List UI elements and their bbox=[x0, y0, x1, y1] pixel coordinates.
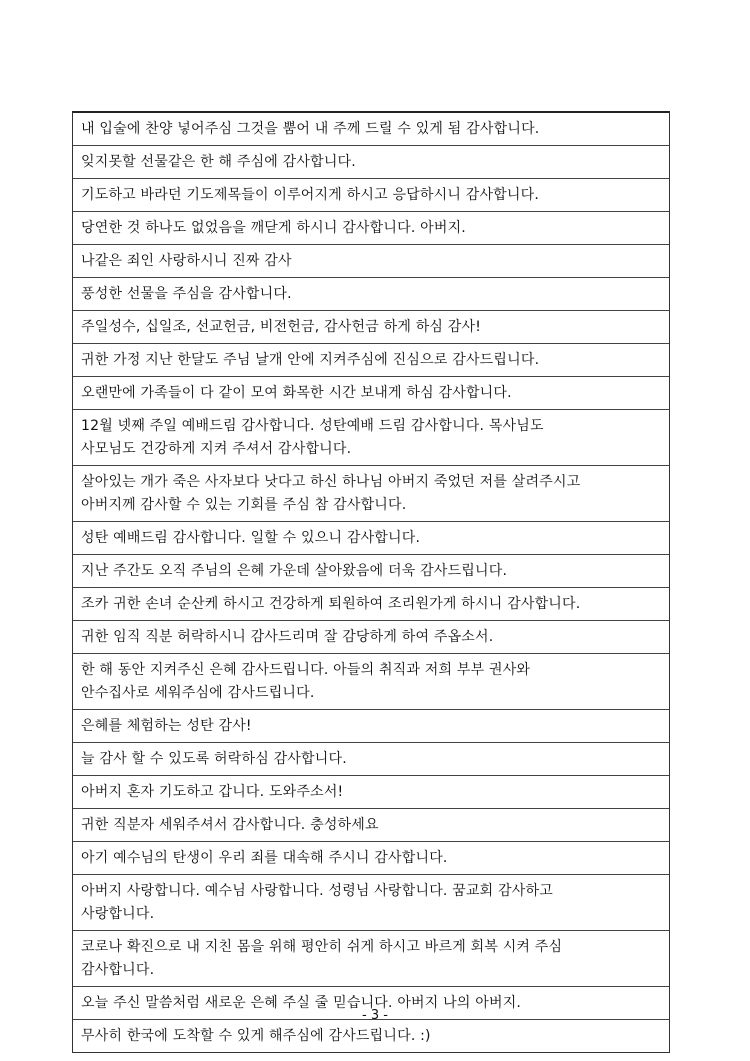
table-row: 기도하고 바라던 기도제목들이 이루어지게 하시고 응답하시니 감사합니다. bbox=[73, 179, 669, 212]
table-row: 오랜만에 가족들이 다 같이 모여 화목한 시간 보내게 하심 감사합니다. bbox=[73, 377, 669, 410]
table-row: 조카 귀한 손녀 순산케 하시고 건강하게 퇴원하여 조리원가게 하시니 감사합니다. bbox=[73, 588, 669, 621]
table-row: 귀한 임직 직분 허락하시니 감사드리며 잘 감당하게 하여 주옵소서. bbox=[73, 621, 669, 654]
table-row: 아기 예수님의 탄생이 우리 죄를 대속해 주시니 감사합니다. bbox=[73, 842, 669, 875]
table-row: 살아있는 개가 죽은 사자보다 낫다고 하신 하나님 아버지 죽었던 저를 살려주시고 아버지께 감사할 수 있는 기회를 주심 참 감사합니다. bbox=[73, 466, 669, 522]
table-row: 지난 주간도 오직 주님의 은혜 가운데 살아왔음에 더욱 감사드립니다. bbox=[73, 555, 669, 588]
table-row: 귀한 직분자 세워주셔서 감사합니다. 충성하세요 bbox=[73, 809, 669, 842]
table-row: 아버지 혼자 기도하고 갑니다. 도와주소서! bbox=[73, 776, 669, 809]
table-row: 귀한 가정 지난 한달도 주님 날개 안에 지켜주심에 진심으로 감사드립니다. bbox=[73, 344, 669, 377]
table-row: 나같은 죄인 사랑하시니 진짜 감사 bbox=[73, 245, 669, 278]
table-row: 성탄 예배드림 감사합니다. 일할 수 있으니 감사합니다. bbox=[73, 522, 669, 555]
table-row: 잊지못할 선물같은 한 해 주심에 감사합니다. bbox=[73, 146, 669, 179]
table-row: 한 해 동안 지켜주신 은혜 감사드립니다. 아들의 취직과 저희 부부 권사와 안수집사로 세워주심에 감사드립니다. bbox=[73, 654, 669, 710]
table-row: 은혜를 체험하는 성탄 감사! bbox=[73, 710, 669, 743]
table-row: 당연한 것 하나도 없었음을 깨닫게 하시니 감사합니다. 아버지. bbox=[73, 212, 669, 245]
table-row: 무사히 한국에 도착할 수 있게 해주심에 감사드립니다. :) bbox=[81, 1028, 431, 1044]
table-row: 12월 넷째 주일 예배드림 감사합니다. 성탄예배 드림 감사합니다. 목사님도 사모님도 건강하게 지켜 주셔서 감사합니다. bbox=[73, 410, 669, 466]
table-row: 내 입술에 찬양 넣어주심 그것을 뿜어 내 주께 드릴 수 있게 됨 감사합니다. bbox=[73, 113, 669, 146]
page-number: - 3 - bbox=[362, 1008, 388, 1023]
thanks-table bbox=[72, 111, 670, 1053]
table-row: 오늘 주신 말씀처럼 새로운 은혜 주실 줄 믿습니다. 아버지 나의 아버지. bbox=[73, 987, 669, 1020]
table-row: 주일성수, 십일조, 선교헌금, 비전헌금, 감사헌금 하게 하심 감사! bbox=[73, 311, 669, 344]
table-row: 코로나 확진으로 내 지친 몸을 위해 평안히 쉬게 하시고 바르게 회복 시켜 주심 감사합니다. bbox=[73, 931, 669, 987]
table-row: 풍성한 선물을 주심을 감사합니다. bbox=[73, 278, 669, 311]
table-row: 아버지 사랑합니다. 예수님 사랑합니다. 성령님 사랑합니다. 꿈교회 감사하고 사랑합니다. bbox=[73, 875, 669, 931]
table-row: 늘 감사 할 수 있도록 허락하심 감사합니다. bbox=[73, 743, 669, 776]
